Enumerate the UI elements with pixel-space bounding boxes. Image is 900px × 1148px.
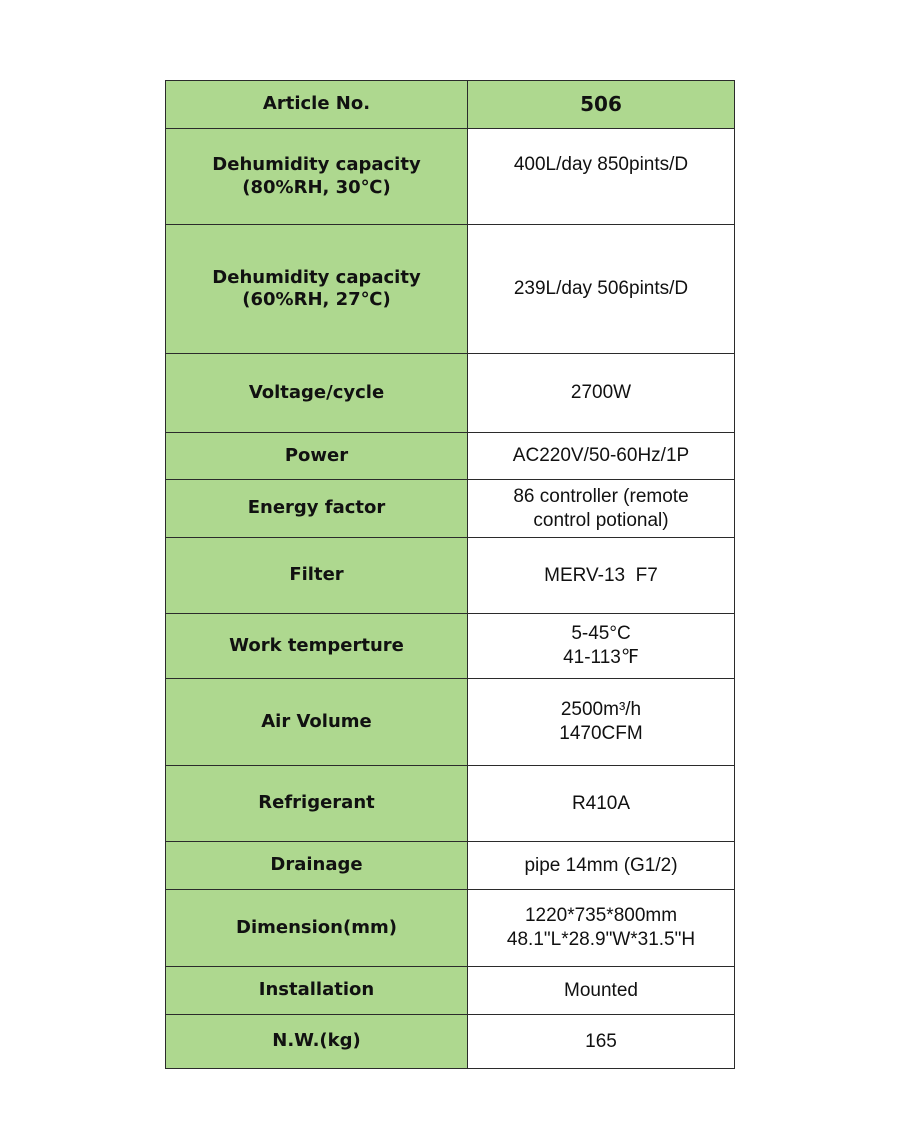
work-temperture-label: Work temperture bbox=[166, 614, 468, 679]
refrigerant-value: R410A bbox=[468, 766, 735, 842]
article-no-label: Article No. bbox=[166, 81, 468, 129]
filter-value: MERV-13 F7 bbox=[468, 538, 735, 614]
voltage-cycle-value: 2700W bbox=[468, 354, 735, 433]
value-line: 41-113℉ bbox=[563, 647, 639, 668]
installation-value: Mounted bbox=[468, 967, 735, 1015]
air-volume-label: Air Volume bbox=[166, 679, 468, 766]
table-row-power bbox=[166, 433, 735, 480]
article-no-value: 506 bbox=[468, 81, 735, 129]
energy-factor-label: Energy factor bbox=[166, 480, 468, 538]
work-temperture-value bbox=[468, 614, 735, 679]
installation-label: Installation bbox=[166, 967, 468, 1015]
power-label: Power bbox=[166, 433, 468, 480]
refrigerant-label: Refrigerant bbox=[166, 766, 468, 842]
voltage-cycle-label: Voltage/cycle bbox=[166, 354, 468, 433]
table-row-refrigerant bbox=[166, 766, 735, 842]
dehumidity-60-label bbox=[166, 225, 468, 354]
table-row-energy-factor bbox=[166, 480, 735, 538]
filter-label: Filter bbox=[166, 538, 468, 614]
value-line: 1220*735*800mm bbox=[524, 905, 678, 927]
value-line: 2500m³/h bbox=[560, 699, 642, 721]
value-line: control potional) bbox=[533, 509, 669, 531]
value-line: 400L/day 850pints/D bbox=[513, 154, 689, 175]
dimension-value bbox=[468, 890, 735, 967]
dehumidity-60-value bbox=[468, 225, 735, 354]
energy-factor-value bbox=[468, 480, 735, 538]
value-line: 1470CFM bbox=[559, 723, 643, 744]
spec-table bbox=[165, 80, 735, 1069]
label-line: Dehumidity capacity bbox=[212, 154, 421, 175]
dehumidity-80-label bbox=[166, 129, 468, 225]
table-row-dehumidity-60 bbox=[166, 225, 735, 354]
table-row-work-temperture bbox=[166, 614, 735, 679]
table-row-dehumidity-80 bbox=[166, 129, 735, 225]
drainage-label: Drainage bbox=[166, 842, 468, 890]
air-volume-value bbox=[468, 679, 735, 766]
table-row-air-volume bbox=[166, 679, 735, 766]
value-line: 5-45°C bbox=[571, 623, 631, 645]
label-line: Dehumidity capacity bbox=[212, 266, 421, 288]
table-row-article-no bbox=[166, 81, 735, 129]
table-row-installation bbox=[166, 967, 735, 1015]
nw-value: 165 bbox=[468, 1015, 735, 1069]
table-row-nw bbox=[166, 1015, 735, 1069]
table-row-voltage-cycle bbox=[166, 354, 735, 433]
dehumidity-80-value bbox=[468, 129, 735, 225]
drainage-value: pipe 14mm (G1/2) bbox=[468, 842, 735, 890]
label-line: (60%RH, 27℃) bbox=[242, 289, 391, 310]
value-line: 239L/day 506pints/D bbox=[513, 278, 689, 300]
table-row-filter bbox=[166, 538, 735, 614]
table-row-dimension bbox=[166, 890, 735, 967]
nw-label: N.W.(kg) bbox=[166, 1015, 468, 1069]
label-line: (80%RH, 30℃) bbox=[242, 176, 391, 198]
value-line: 86 controller (remote bbox=[513, 485, 689, 507]
power-value: AC220V/50-60Hz/1P bbox=[468, 433, 735, 480]
table-row-drainage bbox=[166, 842, 735, 890]
value-line: 48.1"L*28.9"W*31.5"H bbox=[506, 929, 696, 950]
dimension-label: Dimension(mm) bbox=[166, 890, 468, 967]
